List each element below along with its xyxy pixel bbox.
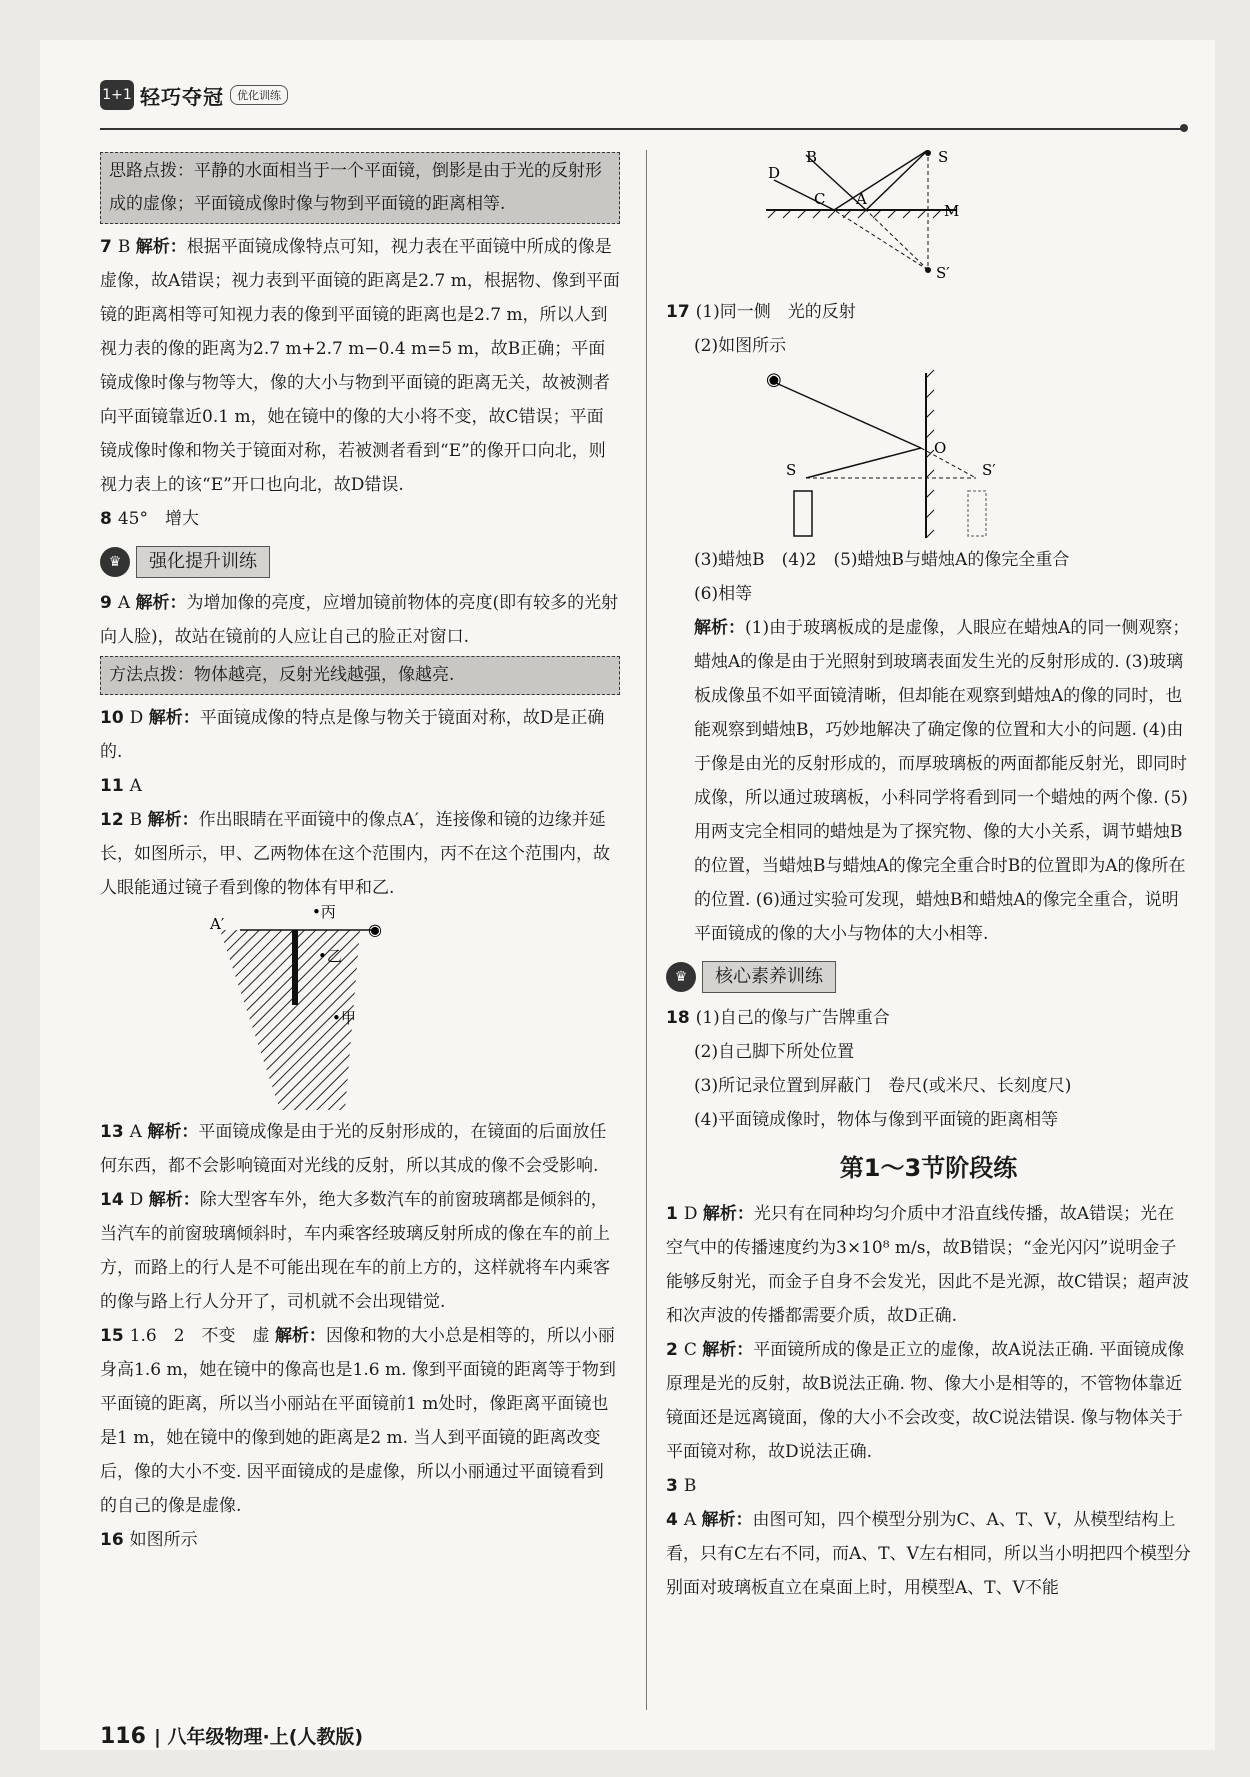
- q17-analysis: 解析：(1)由于玻璃板成的是虚像，人眼应在蜡烛A的同一侧观察；蜡烛A的像是由于光照射到玻璃表面发生光的反射形成的. (3)玻璃板成像虽不如平面镜清晰，但却能在观察到蜡烛A的像的同时，也能观察到蜡烛B，巧妙地解决了确定像的位置和大小的问题. (4)由于像是由光的反射形成的，而厚玻璃板的两面都能反射光，即同时成像，所以通过玻璃板，小科同学将看到同一个蜡烛的两个像. (5)用两支完全相同的蜡烛是为了探究物、像的大小关系，调节蜡烛B的位置，当蜡烛B与蜡烛A的像完全重合时B的位置即为A的像所在的位置. (6)通过实验可发现，蜡烛B和蜡烛A的像完全重合，说明平面镜成的像的大小与物体的大小相等.: [694, 618, 1190, 944]
- label-yi: •乙: [318, 947, 342, 965]
- question-7: 7 B 解析：根据平面镜成像特点可知，视力表在平面镜中所成的像是虚像，故A错误；视力表到平面镜的距离是2.7 m，根据物、像到平面镜的距离相等可知视力表的像到平面镜的距离也是2.7 m，所以人到视力表的像的距离为2.7 m+2.7 m−0.4 m=5 m，故B正确；平面镜成像时像与物等大，像的大小与物到平面镜的距离无关，故被测者向平面镜靠近0.1 m，她在镜中的像的大小将不变，故C错误；平面镜成像时像和物关于镜面对称，若被测者看到“E”的像开口向北，则视力表上的该“E”开口也向北，故D错误.: [100, 237, 620, 495]
- q18-part4: (4)平面镜成像时，物体与像到平面镜的距离相等: [694, 1110, 1059, 1130]
- crown-icon: ♛: [666, 962, 696, 992]
- brand-title: 轻巧夺冠: [140, 84, 224, 109]
- column-divider: [646, 150, 647, 1710]
- q18-part3: (3)所记录位置到屏蔽门 卷尺(或米尺、长刻度尺): [694, 1076, 1072, 1096]
- question-15: 15 1.6 2 不变 虚 解析：因像和物的大小总是相等的，所以小丽身高1.6 m，她在镜中的像高也是1.6 m. 像到平面镜的距离等于物到平面镜的距离，所以当小丽站在平面镜前1 m处时，像距离平面镜也是1 m，她在镜中的像到她的距离是2 m. 当人到平面镜的距离改变后，像的大小不变. 因平面镜成的是虚像，所以小丽通过平面镜看到的自己的像是虚像.: [100, 1326, 616, 1516]
- brand-subtitle: 优化训练: [230, 85, 288, 105]
- section-heading-core: ♛ 核心素养训练: [666, 961, 1191, 993]
- header-divider: [100, 128, 1185, 130]
- question-8: 8 45° 增大: [100, 509, 199, 529]
- page-footer: 116 | 八年级物理·上(人教版): [100, 1724, 364, 1749]
- label-S-prime: S′: [936, 264, 950, 282]
- book-title: 八年级物理·上(人教版): [167, 1726, 364, 1748]
- question-13: 13 A 解析：平面镜成像是由于光的反射形成的，在镜面的后面放任何东西，都不会影响镜面对光线的反射，所以其成的像不会受影响.: [100, 1122, 607, 1176]
- label-C: C: [814, 190, 826, 208]
- figure-17-candle-diagram: [746, 363, 1250, 543]
- eye-icon: ◉: [766, 369, 782, 390]
- q17-part3: (3)蜡烛B (4)2 (5)蜡烛B与蜡烛A的像完全重合: [694, 550, 1070, 570]
- label-D: D: [768, 164, 781, 182]
- label-M: M: [944, 202, 960, 220]
- question-16: 16 如图所示: [100, 1530, 198, 1550]
- q18-part2: (2)自己脚下所处位置: [694, 1042, 855, 1062]
- brand-badge: 1+1: [100, 80, 134, 110]
- figure-16-reflection-diagram: [706, 150, 1231, 295]
- stage-question-2: 2 C 解析：平面镜所成的像是正立的虚像，故A说法正确. 平面镜成像原理是光的反射，故B说法正确. 物、像大小是相等的，不管物体靠近镜面还是远离镜面，像的大小不会改变，故C说法错误. 像与物体关于平面镜对称，故D说法正确.: [666, 1340, 1185, 1462]
- candle-image: [968, 491, 986, 536]
- section-heading: ♛ 强化提升训练: [100, 546, 620, 578]
- label-a-prime: A′: [210, 915, 225, 933]
- label-O: O: [934, 439, 947, 457]
- right-column: [666, 150, 1191, 1605]
- stage-question-4: 4 A 解析：由图可知，四个模型分别为C、A、T、V，从模型结构上看，只有C左右不同，而A、T、V左右相同，所以当小明把四个模型分别面对玻璃板直立在桌面上时，用模型A、T、V不能: [666, 1510, 1191, 1598]
- candle-A: [794, 491, 812, 536]
- q17-part2: (2)如图所示: [694, 336, 787, 356]
- stage-title: 第1～3节阶段练: [839, 1154, 1018, 1182]
- question-17: 17 (1)同一侧 光的反射: [666, 302, 856, 322]
- label-B: B: [806, 150, 818, 166]
- method-tip-box: 方法点拨：物体越亮，反射光线越强，像越亮.: [100, 656, 620, 695]
- eye-icon: ◉: [368, 920, 382, 939]
- question-14: 14 D 解析：除大型客车外，绝大多数汽车的前窗玻璃都是倾斜的，当汽车的前窗玻璃倾斜时，车内乘客经玻璃反射所成的像在车的前上方，而路上的行人是不可能出现在车的前上方的，这样就将车内乘客的像与路上行人分开了，司机就不会出现错觉.: [100, 1190, 610, 1312]
- question-12: 12 B 解析：作出眼睛在平面镜中的像点A′，连接像和镜的边缘并延长，如图所示，甲、乙两物体在这个范围内，丙不在这个范围内，故人眼能通过镜子看到像的物体有甲和乙.: [100, 810, 610, 898]
- brand-logo: [100, 80, 288, 110]
- label-bing: •丙: [312, 905, 336, 921]
- label-S-prime: S′: [982, 461, 996, 479]
- label-A: A: [856, 190, 867, 208]
- question-9: 9 A 解析：为增加像的亮度，应增加镜前物体的亮度(即有较多的光射向人脸)，故站在镜前的人应让自己的脸正对窗口.: [100, 593, 619, 647]
- q17-part4: (6)相等: [694, 584, 753, 604]
- stage-question-1: 1 D 解析：光只有在同种均匀介质中才沿直线传播，故A错误；光在空气中的传播速度约为3×10⁸ m/s，故B错误；“金光闪闪”说明金子能够反射光，而金子自身不会发光，因此不是光源，故C错误；超声波和次声波的传播都需要介质，故D正确.: [666, 1204, 1190, 1326]
- question-11: 11 A: [100, 776, 142, 796]
- crown-icon: ♛: [100, 547, 130, 577]
- page-header: [60, 60, 1200, 120]
- question-10: 10 D 解析：平面镜成像的特点是像与物关于镜面对称，故D是正确的.: [100, 708, 605, 762]
- stage-question-3: 3 B: [666, 1476, 697, 1496]
- figure-12-mirror-diagram: [100, 905, 620, 1115]
- label-S: S: [786, 461, 797, 479]
- left-column: [100, 150, 620, 1557]
- label-S: S: [938, 150, 949, 166]
- header-dot: [1180, 124, 1188, 132]
- question-18: 18 (1)自己的像与广告牌重合: [666, 1008, 890, 1028]
- page-number: 116: [100, 1724, 146, 1749]
- label-jia: •甲: [332, 1009, 356, 1027]
- tip-box: 思路点拨：平静的水面相当于一个平面镜，倒影是由于光的反射形成的虚像；平面镜成像时像与物到平面镜的距离相等.: [100, 152, 620, 224]
